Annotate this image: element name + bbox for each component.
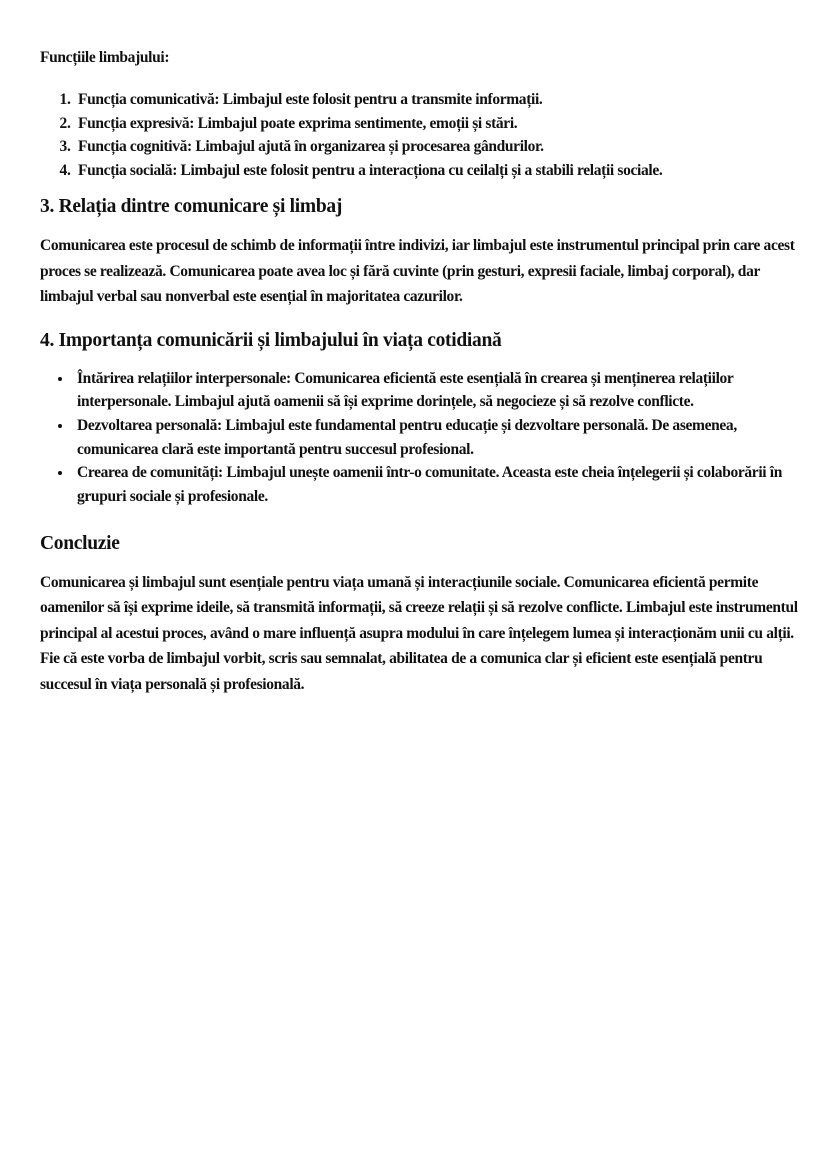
list-item: 1. Funcția comunicativă: Limbajul este folosit pentru a transmite informații. [74,88,800,112]
list-item: • Dezvoltarea personală: Limbajul este fundamental pentru educație și dezvoltare personală. De asemenea, comunicarea clară este importantă pentru succesul profesional. [73,414,800,461]
document-page [40,46,800,697]
section-3-heading: 3. Relația dintre comunicare și limbaj [40,196,343,217]
conclusion-paragraph: Comunicarea și limbajul sunt esențiale pentru viața umană și interacțiunile sociale. Comunicarea eficientă permite oamenilor să își exprime ideile, să transmită informații, să creeze relații și să rezolve conflicte. Limbajul este instrumentul principal al acestui proces, având o mare influență asupra modului în care înțelegem lumea și interacționăm unii cu alții. Fie că este vorba de limbajul vorbit, scris sau semnalat, abilitatea de a comunica clar și eficient este esențială pentru succesul în viața personală și profesională. [40,573,798,693]
functions-list [40,88,800,182]
functions-title: Funcțiile limbajului: [40,49,170,66]
list-item: • Crearea de comunități: Limbajul unește oamenii într-o comunitate. Aceasta este cheia înțelegerii și colaborării în grupuri sociale și profesionale. [73,461,800,508]
list-item: 2. Funcția expresivă: Limbajul poate exprima sentimente, emoții și stări. [74,112,800,136]
section-3-paragraph: Comunicarea este procesul de schimb de informații între indivizi, iar limbajul este instrumentul principal prin care acest proces se realizează. Comunicarea poate avea loc și fără cuvinte (prin gesturi, expresii faciale, limbaj corporal), dar limbajul verbal sau nonverbal este esențial în majoritatea cazurilor. [40,237,795,305]
section-4-heading: 4. Importanța comunicării și limbajului în viața cotidiană [40,329,502,351]
list-item: 3. Funcția cognitivă: Limbajul ajută în organizarea și procesarea gândurilor. [74,135,800,159]
importance-list [40,367,800,509]
list-item: • Întărirea relațiilor interpersonale: Comunicarea eficientă este esențială în crearea și menținerea relațiilor interpersonale. Limbajul ajută oamenii să își exprime dorințele, să negocieze și să rezolve conflicte. [73,367,800,414]
conclusion-heading: Concluzie [40,532,120,554]
list-item: 4. Funcția socială: Limbajul este folosit pentru a interacționa cu ceilalți și a stabili relații sociale. [74,159,800,183]
